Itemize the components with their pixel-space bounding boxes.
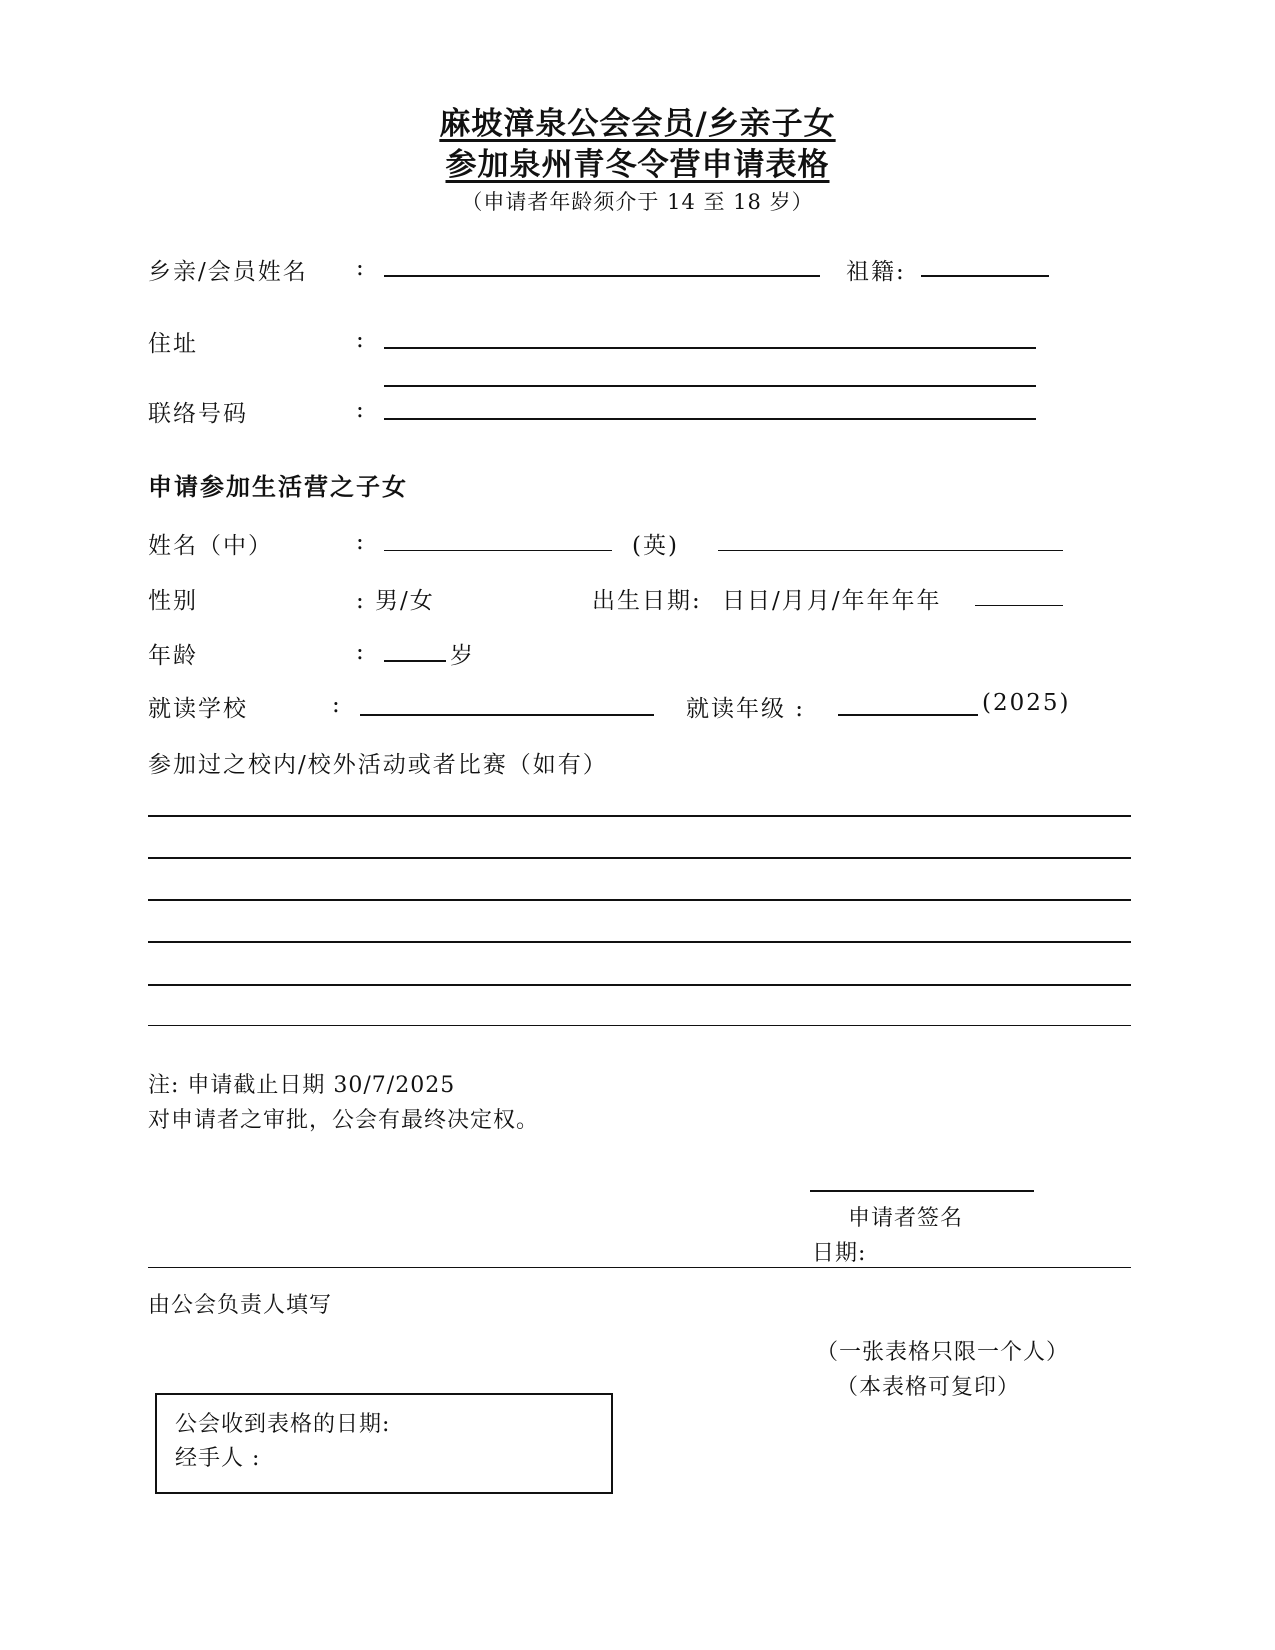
section-divider [148,1267,1131,1268]
copy-note: （本表格可复印） [836,1375,1021,1400]
age-field[interactable] [384,660,446,662]
activities-line[interactable] [148,815,1131,817]
office-use-box [155,1393,613,1494]
school-label: 就读学校 [148,696,248,722]
gender-options[interactable]: : 男/女 [356,588,435,614]
age-unit: 岁 [450,643,475,669]
activities-line[interactable] [148,1025,1131,1026]
grade-year: (2025) [982,690,1071,716]
activities-line[interactable] [148,899,1131,901]
approval-note: 对申请者之审批，公会有最终决定权。 [148,1108,540,1133]
colon: : [356,327,364,353]
address-field-line1[interactable] [384,347,1036,349]
colon: : [356,255,364,281]
office-use-title: 由公会负责人填写 [148,1293,333,1318]
dob-format-hint: 日日/月月/年年年年 [722,588,942,614]
age-requirement: （申请者年龄须介于 14 至 18 岁） [461,190,814,214]
address-field-line2[interactable] [384,385,1036,387]
received-date-label: 公会收到表格的日期: [175,1412,391,1437]
age-label: 年龄 [148,643,198,669]
activities-line[interactable] [148,857,1131,859]
signature-date-label: 日期: [812,1241,867,1266]
limit-note: （一张表格只限一个人） [816,1340,1070,1365]
ancestry-label: 祖籍: [846,259,906,285]
contact-field[interactable] [384,418,1036,420]
contact-label: 联络号码 [148,401,248,427]
signature-field[interactable] [810,1190,1034,1192]
form-title-line2: 参加泉州青冬令营申请表格 [445,147,830,183]
activities-line[interactable] [148,984,1131,986]
grade-label: 就读年级 : [686,696,806,722]
grade-field[interactable] [838,714,978,716]
english-name-field[interactable] [718,550,1063,551]
signature-label: 申请者签名 [848,1206,964,1231]
english-name-label: (英) [632,533,679,559]
child-section-title: 申请参加生活营之子女 [148,472,408,501]
colon: : [356,397,364,423]
form-title-line1: 麻坡漳泉公会会员/乡亲子女 [439,106,836,142]
activities-line[interactable] [148,941,1131,943]
deadline-note: 注: 申请截止日期 30/7/2025 [148,1073,456,1098]
member-name-field[interactable] [384,275,820,277]
dob-field[interactable] [975,605,1063,606]
member-name-label: 乡亲/会员姓名 [148,259,308,285]
address-label: 住址 [148,331,198,357]
ancestry-field[interactable] [921,275,1049,277]
chinese-name-label: 姓名（中） [148,533,273,559]
colon: : [332,692,340,718]
dob-label: 出生日期: [592,588,702,614]
activities-label: 参加过之校内/校外活动或者比赛（如有） [148,752,608,778]
chinese-name-field[interactable] [384,550,612,551]
gender-label: 性别 [148,588,198,614]
colon: : [356,529,364,555]
colon: : [356,639,364,665]
school-field[interactable] [360,714,654,716]
handler-label: 经手人 : [175,1446,261,1471]
